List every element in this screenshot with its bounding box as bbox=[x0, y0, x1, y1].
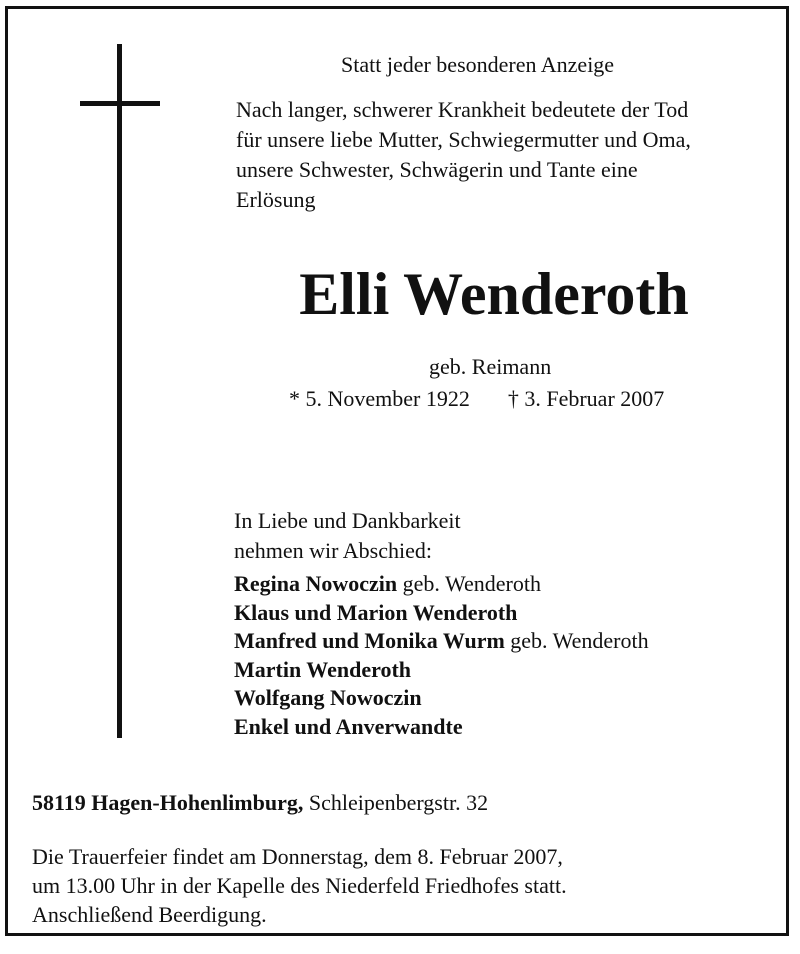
mourner-name: Manfred und Monika Wurm bbox=[234, 628, 505, 653]
deceased-name: Elli Wenderoth bbox=[299, 261, 689, 327]
announcement-line: Nach langer, schwerer Krankheit bedeutete der Tod bbox=[236, 97, 689, 122]
birth-name: geb. Reimann bbox=[429, 354, 552, 379]
mourner-name: Regina Nowoczin bbox=[234, 571, 398, 596]
ceremony-line: um 13.00 Uhr in der Kapelle des Niederfeld Friedhofes statt. bbox=[32, 873, 567, 898]
announcement-line: Erlösung bbox=[236, 187, 316, 212]
mourner-entry bbox=[234, 570, 649, 599]
mourner-suffix: geb. Wenderoth bbox=[504, 628, 649, 653]
ceremony-line: Die Trauerfeier findet am Donnerstag, dem 8. Februar 2007, bbox=[32, 844, 563, 869]
address-city: 58119 Hagen-Hohenlimburg, bbox=[32, 790, 304, 815]
announcement-paragraph bbox=[236, 95, 691, 215]
mourner-entry bbox=[234, 599, 649, 628]
life-dates bbox=[289, 384, 664, 414]
mourner-name: Enkel und Anverwandte bbox=[234, 713, 463, 739]
mourner-name: Wolfgang Nowoczin bbox=[234, 685, 422, 710]
mourners-list bbox=[234, 570, 649, 741]
announcement-line: unsere Schwester, Schwägerin und Tante eine bbox=[236, 157, 638, 182]
ceremony-line: Anschließend Beerdigung. bbox=[32, 902, 267, 927]
birth-date: * 5. November 1922 bbox=[289, 386, 470, 411]
death-date: † 3. Februar 2007 bbox=[507, 386, 665, 411]
mourner-entry bbox=[234, 656, 649, 685]
address-street: Schleipenbergstr. 32 bbox=[303, 790, 489, 815]
farewell-line: nehmen wir Abschied: bbox=[234, 538, 432, 563]
mourner-entry bbox=[234, 627, 649, 656]
mourner-entry bbox=[234, 713, 649, 742]
mourner-entry bbox=[234, 684, 649, 713]
farewell-text bbox=[234, 506, 461, 566]
cross-vertical-bar bbox=[117, 44, 122, 738]
cross-horizontal-bar bbox=[80, 101, 160, 106]
announcement-line: für unsere liebe Mutter, Schwiegermutter und Oma, bbox=[236, 127, 691, 152]
address bbox=[32, 788, 488, 818]
mourner-name: Martin Wenderoth bbox=[234, 656, 412, 682]
mourner-suffix: geb. Wenderoth bbox=[397, 571, 541, 596]
farewell-line: In Liebe und Dankbarkeit bbox=[234, 508, 461, 533]
intro-line: Statt jeder besonderen Anzeige bbox=[341, 52, 615, 77]
ceremony-info bbox=[32, 842, 567, 929]
mourner-name: Klaus und Marion Wenderoth bbox=[234, 599, 518, 625]
